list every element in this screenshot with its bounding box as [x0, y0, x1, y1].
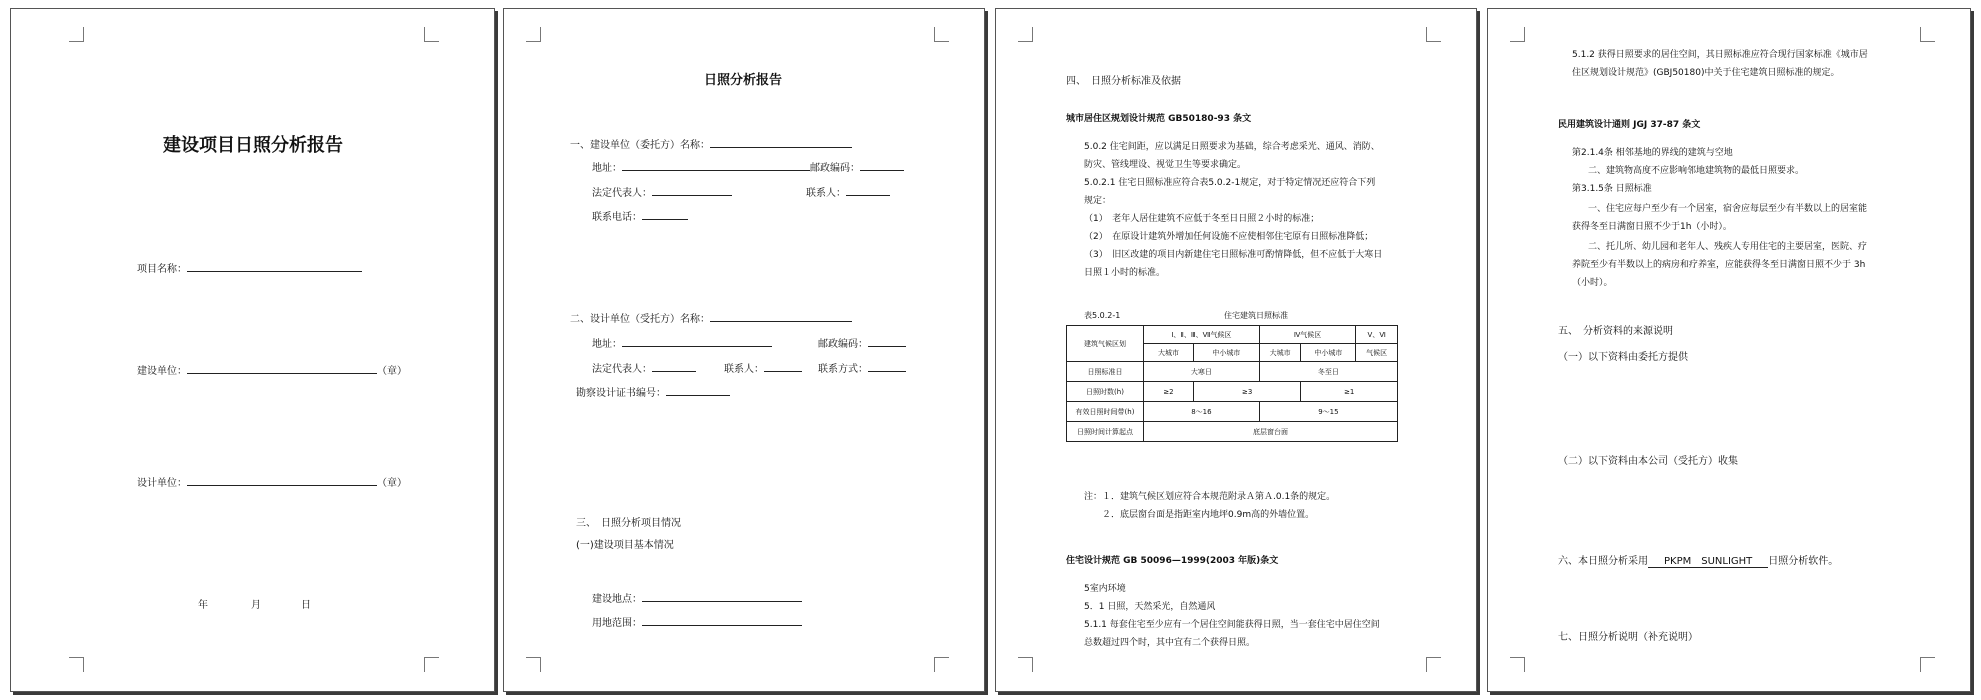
analysis-software-name: PKPM SUNLIGHT [1648, 556, 1768, 568]
sunlight-standard-table [1066, 325, 1398, 442]
address-label: 地址： [592, 339, 622, 350]
section-6-suffix: 日照分析软件。 [1768, 556, 1839, 567]
designer-field[interactable] [187, 475, 377, 486]
clause-item-1: （1） 老年人居住建筑不应低于冬至日日照２小时的标准； [1084, 214, 1320, 224]
contact-method-label: 联系方式： [818, 364, 868, 375]
phone-label: 联系电话： [592, 212, 642, 223]
table-cell: ≥3 [1193, 382, 1301, 402]
clause-item-2: （2） 在原设计建筑外增加任何设施不应使相邻住宅原有日照标准降低； [1084, 232, 1374, 242]
article-315-2: 二、托儿所、幼儿园和老年人、残疾人专用住宅的主要居室，医院、疗 [1588, 242, 1868, 252]
survey-cert-row [576, 385, 730, 400]
table-cell: 9～15 [1259, 402, 1397, 422]
section-5-1: （一）以下资料由委托方提供 [1558, 352, 1688, 363]
table-cell: 大寒日 [1144, 362, 1260, 382]
land-scope-label: 用地范围： [592, 618, 642, 629]
contact-label: 联系人： [724, 364, 764, 375]
document-page-4 [1487, 8, 1971, 692]
table-cell: 大城市 [1259, 344, 1301, 362]
date-year: 年 [198, 600, 208, 611]
table-cell-header: Ⅳ气候区 [1259, 326, 1356, 344]
document-page-3 [995, 8, 1477, 692]
land-scope-field[interactable] [642, 615, 802, 626]
corner-mark [1920, 27, 1935, 42]
corner-mark [1426, 27, 1441, 42]
clause-5: 5室内环境 [1084, 584, 1126, 594]
contractor-rep-row [592, 361, 696, 376]
postcode-field[interactable] [868, 336, 906, 347]
clause-5021: 5.0.2.1 住宅日照标准应符合表5.0.2-1规定，对于特定情况还应符合下列 [1084, 178, 1376, 188]
corner-mark [526, 27, 541, 42]
postcode-field[interactable] [860, 160, 904, 171]
postcode-label: 邮政编码： [810, 163, 860, 174]
legal-rep-label: 法定代表人： [592, 188, 652, 199]
designer-seal: （章） [377, 478, 407, 489]
client-rep-row [592, 185, 732, 200]
corner-mark [69, 657, 84, 672]
table-cell: ≥2 [1144, 382, 1194, 402]
clause-512: 5.1.2 获得日照要求的居住空间，其日照标准应符合现行国家标准《城市居 [1572, 50, 1868, 60]
table-cell-header: Ⅴ、Ⅵ [1356, 326, 1398, 344]
article-315-1-cont: 获得冬至日满窗日照不少于1h（小时）。 [1572, 222, 1732, 232]
site-label: 建设地点： [592, 594, 642, 605]
table-cell: 日照时间计算起点 [1067, 422, 1144, 442]
contact-field[interactable] [846, 185, 890, 196]
site-field[interactable] [642, 591, 802, 602]
date-day: 日 [301, 600, 311, 611]
land-scope-row [592, 615, 802, 630]
table-cell: 日照标准日 [1067, 362, 1144, 382]
article-315-2-end: （小时）。 [1572, 278, 1613, 288]
client-phone-row [592, 209, 688, 224]
contact-label: 联系人： [806, 188, 846, 199]
client-name-row [570, 137, 852, 152]
client-address-row [592, 160, 904, 175]
designer-label: 设计单位： [137, 478, 187, 489]
table-note-1: 注：１．建筑气候区划应符合本规范附录Ａ第Ａ.0.1条的规定。 [1084, 492, 1336, 502]
table-number: 表5.0.2-1 [1084, 311, 1121, 320]
client-contact-row [806, 185, 890, 200]
survey-cert-field[interactable] [666, 385, 730, 396]
date-month: 月 [251, 600, 261, 611]
standard-jgj37-title: 民用建筑设计通则 JGJ 37-87 条文 [1558, 120, 1701, 130]
builder-label: 建设单位： [137, 366, 187, 377]
standard-gb50096-title: 住宅设计规范 GB 50096—1999(2003 年版)条文 [1066, 556, 1279, 566]
table-cell: 气候区 [1356, 344, 1398, 362]
contact-field[interactable] [764, 361, 802, 372]
project-name-row [137, 261, 362, 276]
table-cell: 8～16 [1144, 402, 1260, 422]
contractor-contact-row [724, 361, 802, 376]
table-cell: 底层窗台面 [1144, 422, 1398, 442]
contractor-name-label: 二、设计单位（受托方）名称： [570, 314, 710, 325]
corner-mark [424, 657, 439, 672]
clause-511: 5.1.1 每套住宅至少应有一个居住空间能获得日照，当一套住宅中居住空间 [1084, 620, 1380, 630]
clause-5021-cont: 规定： [1084, 196, 1112, 206]
site-row [592, 591, 802, 606]
table-cell: 中小城市 [1301, 344, 1356, 362]
clause-502-cont: 防灾、管线埋设、视觉卫生等要求确定。 [1084, 160, 1247, 170]
contractor-address-row [592, 336, 772, 351]
address-label: 地址： [592, 163, 622, 174]
builder-field[interactable] [187, 363, 377, 374]
section-7-title: 七、日照分析说明（补充说明） [1558, 632, 1698, 643]
contractor-name-field[interactable] [710, 311, 852, 322]
corner-mark [424, 27, 439, 42]
postcode-label: 邮政编码： [818, 339, 868, 350]
corner-mark [1426, 657, 1441, 672]
legal-rep-field[interactable] [652, 185, 732, 196]
section-5-title: 五、 分析资料的来源说明 [1558, 326, 1673, 337]
table-cell: 大城市 [1144, 344, 1194, 362]
contractor-method-row [818, 361, 906, 376]
document-page-2 [503, 8, 985, 692]
section-3-subtitle: (一)建设项目基本情况 [576, 540, 674, 551]
clause-502: 5.0.2 住宅间距，应以满足日照要求为基础，综合考虑采光、通风、消防、 [1084, 142, 1380, 152]
article-214-2: 二、建筑物高度不应影响邻地建筑物的最低日照要求。 [1588, 166, 1805, 176]
corner-mark [1920, 657, 1935, 672]
survey-cert-label: 勘察设计证书编号： [576, 388, 666, 399]
designer-row [137, 475, 407, 490]
project-name-label: 项目名称： [137, 264, 187, 275]
corner-mark [526, 657, 541, 672]
article-315-1: 一、住宅应每户至少有一个居室，宿舍应每层至少有半数以上的居室能 [1588, 204, 1868, 214]
builder-seal: （章） [377, 366, 407, 377]
report-title: 日照分析报告 [704, 73, 783, 88]
table-title: 住宅建筑日照标准 [1224, 311, 1288, 320]
table-note-2: ２．底层窗台面是指距室内地坪0.9m高的外墙位置。 [1102, 510, 1315, 520]
section-6-row [1558, 555, 1838, 568]
client-name-label: 一、建设单位（委托方）名称： [570, 140, 710, 151]
project-name-field[interactable] [187, 261, 362, 272]
address-field[interactable] [622, 336, 772, 347]
legal-rep-label: 法定代表人： [592, 364, 652, 375]
corner-mark [1510, 27, 1525, 42]
clause-item-3: （3） 旧区改建的项目内新建住宅日照标准可酌情降低，但不应低于大寒日 [1084, 250, 1383, 260]
article-315-2-cont: 养院至少有半数以上的病房和疗养室，应能获得冬至日满窗日照不少于 3h [1572, 260, 1866, 270]
contractor-name-row [570, 311, 852, 326]
section-5-2: （二）以下资料由本公司（受托方）收集 [1558, 456, 1738, 467]
corner-mark [1018, 657, 1033, 672]
clause-item-3-cont: 日照１小时的标准。 [1084, 268, 1166, 278]
clause-512-cont: 住区规划设计规范》(GBJ50180)中关于住宅建筑日照标准的规定。 [1572, 68, 1840, 78]
contact-method-field[interactable] [868, 361, 906, 372]
legal-rep-field[interactable] [652, 361, 696, 372]
address-field[interactable] [622, 160, 810, 171]
clause-51: 5．1 日照，天然采光，自然通风 [1084, 602, 1216, 612]
corner-mark [934, 657, 949, 672]
clause-511-cont: 总数超过四个时，其中宜有二个获得日照。 [1084, 638, 1256, 648]
section-4-title: 四、 日照分析标准及依据 [1066, 76, 1181, 87]
table-cell-header: Ⅰ、Ⅱ、Ⅲ、Ⅶ气候区 [1144, 326, 1260, 344]
document-page-1 [10, 8, 495, 692]
table-cell-header: 建筑气候区划 [1067, 326, 1144, 362]
contractor-postcode-row [818, 336, 906, 351]
table-cell: 有效日照时间带(h) [1067, 402, 1144, 422]
table-cell: ≥1 [1301, 382, 1398, 402]
client-name-field[interactable] [710, 137, 852, 148]
corner-mark [934, 27, 949, 42]
corner-mark [1510, 657, 1525, 672]
table-cell: 日照时数(h) [1067, 382, 1144, 402]
corner-mark [1018, 27, 1033, 42]
report-cover-title: 建设项目日照分析报告 [163, 135, 343, 156]
standard-gb50180-title: 城市居住区规划设计规范 GB50180-93 条文 [1066, 114, 1252, 124]
section-3-title: 三、 日照分析项目情况 [576, 518, 681, 529]
article-214: 第2.1.4条 相邻基地的界线的建筑与空地 [1572, 148, 1733, 158]
corner-mark [69, 27, 84, 42]
builder-row [137, 363, 407, 378]
table-cell: 冬至日 [1259, 362, 1397, 382]
table-cell: 中小城市 [1193, 344, 1259, 362]
phone-field[interactable] [642, 209, 688, 220]
section-6-prefix: 六、本日照分析采用 [1558, 556, 1648, 567]
article-315: 第3.1.5条 日照标准 [1572, 184, 1652, 194]
